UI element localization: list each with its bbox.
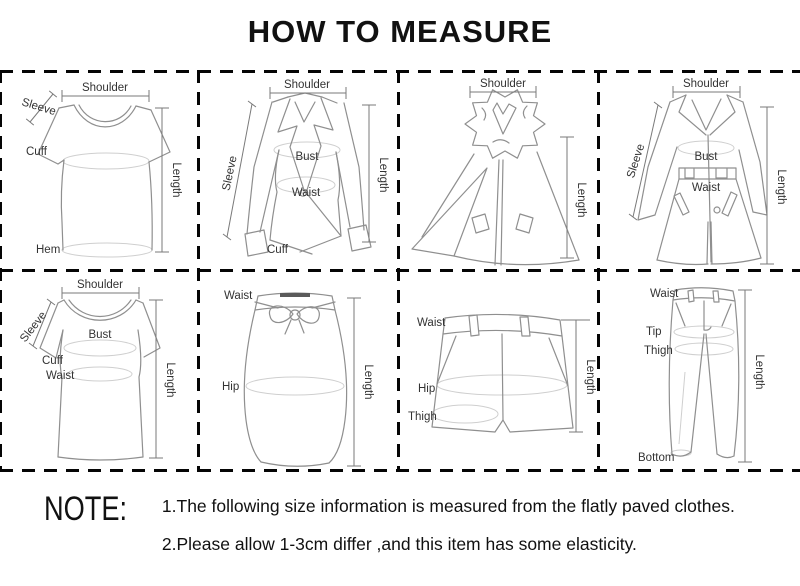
cell-dress (0, 272, 200, 472)
coat-bust-label: Bust (694, 151, 718, 163)
cell-tshirt (0, 72, 200, 272)
coat-measure-lines (629, 86, 774, 264)
skirt-hip-label: Hip (222, 381, 240, 393)
coat-illustration (600, 72, 800, 272)
note-line-1: 1.The following size information is measured from the flatly paved clothes. (161, 496, 735, 516)
dress-bust-label: Bust (88, 329, 112, 341)
note-line-2: 2.Please allow 1-3cm differ ,and this item has some elasticity. (161, 534, 637, 554)
fur-cape-illustration (400, 72, 600, 272)
shorts-thigh-label: Thigh (408, 411, 437, 423)
blazer-shoulder-label: Shoulder (283, 79, 331, 91)
tshirt-illustration (0, 72, 200, 272)
blazer-length-label: Length (377, 157, 389, 193)
cape-shoulder-label: Shoulder (479, 78, 527, 90)
coat-sleeve-label: Sleeve (625, 142, 648, 180)
tshirt-sleeve-label: Sleeve (20, 96, 58, 119)
cape-length-label: Length (575, 182, 587, 218)
coat-outline (638, 95, 767, 265)
note-lines (162, 490, 735, 555)
skirt-waist-label: Waist (224, 290, 253, 302)
cell-pants (600, 272, 800, 472)
blazer-guide-ellipses (274, 142, 340, 193)
dress-shoulder-label: Shoulder (76, 279, 124, 291)
pants-tip-label: Tip (646, 326, 662, 338)
cape-outline (412, 152, 579, 265)
tshirt-guide-ellipses (62, 153, 152, 257)
shorts-illustration (400, 272, 600, 472)
pants-length-label: Length (753, 354, 765, 390)
skirt-guide-ellipses (246, 377, 344, 395)
cell-skirt (200, 272, 400, 472)
skirt-length-label: Length (362, 364, 374, 400)
tshirt-cuff-label: Cuff (26, 146, 47, 158)
cape-fur-collar (465, 90, 545, 158)
skirt-measure-lines (347, 298, 361, 466)
shorts-length-label: Length (584, 359, 596, 395)
note-section (44, 490, 735, 555)
pants-bottom-label: Bottom (638, 452, 675, 464)
pants-waist-label: Waist (650, 288, 679, 300)
dress-waist-label: Waist (46, 370, 75, 382)
tshirt-outline (38, 105, 170, 250)
blazer-measure-lines (220, 87, 376, 242)
blazer-cuff-label: Cuff (267, 244, 288, 256)
tshirt-hem-label: Hem (36, 244, 61, 256)
shorts-waist-label: Waist (417, 317, 446, 329)
blazer-bust-label: Bust (295, 151, 319, 163)
pants-measure-lines (738, 290, 752, 462)
cell-blazer (200, 72, 400, 272)
shorts-guide-ellipses (432, 375, 567, 423)
coat-waist-label: Waist (691, 182, 721, 194)
dress-illustration (0, 272, 200, 472)
dress-cuff-label: Cuff (42, 355, 63, 367)
blazer-outline (245, 93, 371, 256)
skirt-illustration (200, 272, 400, 472)
tshirt-shoulder-label: Shoulder (81, 82, 129, 94)
shorts-hip-label: Hip (418, 383, 436, 395)
dress-sleeve-label: Sleeve (18, 309, 50, 345)
tshirt-length-label: Length (170, 162, 182, 198)
dress-guide-ellipses (64, 340, 136, 381)
blazer-illustration (200, 72, 400, 272)
blazer-sleeve-label: Sleeve (220, 154, 240, 192)
pants-illustration (600, 272, 800, 472)
shorts-outline (432, 314, 573, 432)
blazer-waist-label: Waist (291, 187, 321, 199)
cell-coat (600, 72, 800, 272)
coat-length-label: Length (775, 169, 787, 205)
coat-shoulder-label: Shoulder (682, 78, 730, 90)
dress-length-label: Length (164, 362, 176, 398)
cell-shorts (400, 272, 600, 472)
skirt-waistband-bar (280, 293, 310, 297)
pants-thigh-label: Thigh (644, 345, 673, 357)
page-title: HOW TO MEASURE (247, 14, 553, 49)
note-label: NOTE: (44, 490, 128, 528)
cell-fur-cape (400, 72, 600, 272)
